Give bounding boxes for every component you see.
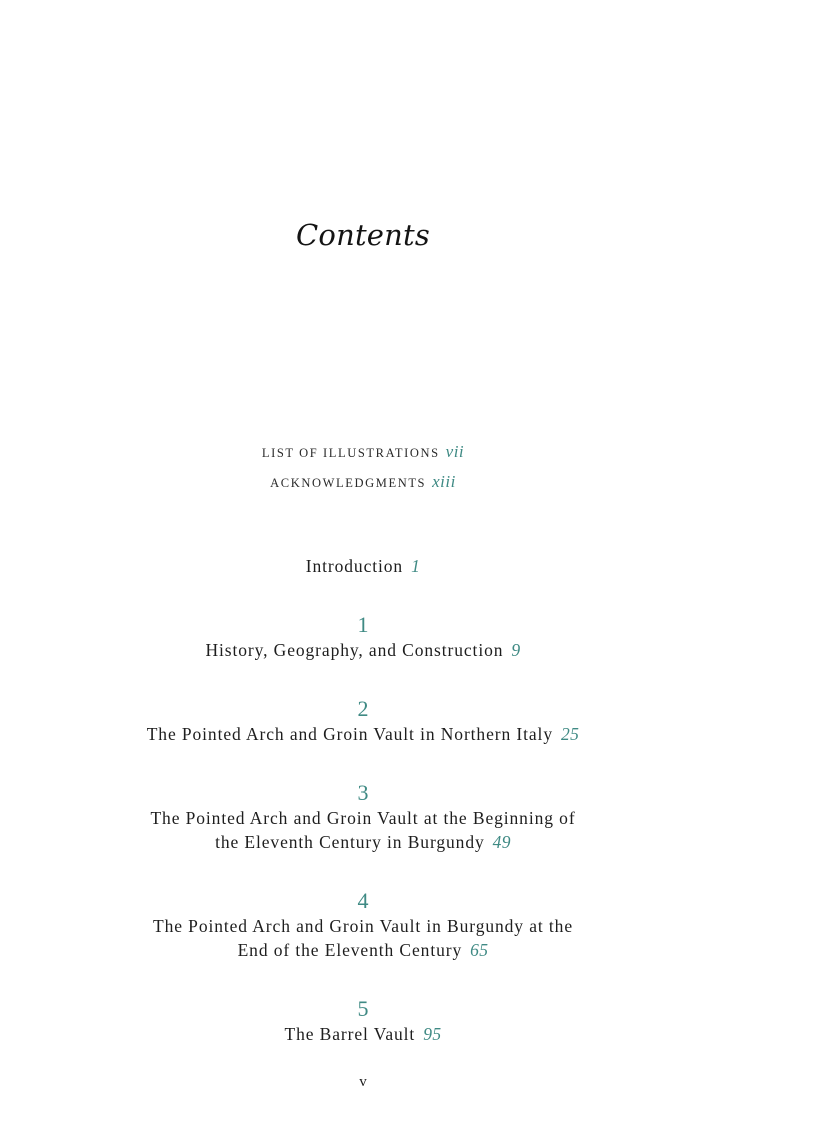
chapter-title-line: History, Geography, and Construction: [205, 640, 504, 660]
page-folio: v: [359, 1074, 367, 1090]
chapter-title: [90, 638, 636, 662]
chapter-title: [90, 806, 636, 854]
toc-chapter-2[interactable]: [90, 696, 636, 746]
chapter-title-line: The Pointed Arch and Groin Vault at the Beginning of: [150, 808, 576, 828]
toc-page-number: 25: [560, 724, 580, 744]
toc-chapter-3[interactable]: [90, 780, 636, 854]
chapter-number: 2: [357, 696, 369, 721]
chapter-title-line: The Pointed Arch and Groin Vault in Burgundy at the: [153, 916, 573, 936]
toc-page-number: 95: [423, 1024, 442, 1044]
chapter-title: [90, 1022, 636, 1046]
chapter-number: 3: [357, 780, 369, 805]
toc-page-number: 65: [470, 940, 489, 960]
toc-chapter-5[interactable]: [90, 996, 636, 1046]
chapter-title-line: The Pointed Arch and Groin Vault in Northern Italy: [146, 724, 553, 744]
toc-entry-introduction[interactable]: [90, 554, 636, 578]
chapter-title: [90, 722, 636, 746]
chapter-title: [90, 914, 636, 962]
toc-entry-label: LIST OF ILLUSTRATIONS: [261, 446, 440, 460]
toc-page-number: 1: [411, 556, 421, 576]
chapter-title-line: The Barrel Vault: [284, 1024, 416, 1044]
chapter-number: 4: [357, 888, 369, 913]
toc-page-number: 49: [492, 832, 511, 852]
chapter-number: 1: [357, 612, 369, 637]
chapter-title-line: End of the Eleventh Century: [237, 940, 463, 960]
toc-entry-title: Introduction: [305, 556, 404, 576]
toc-entry-list-of-illustrations[interactable]: [90, 442, 636, 462]
chapter-title-line: the Eleventh Century in Burgundy: [215, 832, 485, 852]
toc-entry-label: ACKNOWLEDGMENTS: [270, 476, 427, 490]
chapter-number: 5: [357, 996, 369, 1021]
toc-chapter-1[interactable]: [90, 612, 636, 662]
toc-chapter-4[interactable]: [90, 888, 636, 962]
toc-page-number: 9: [511, 640, 521, 660]
page-title: Contents: [296, 218, 430, 252]
toc-entry-acknowledgments[interactable]: [90, 472, 636, 492]
toc-page-number: vii: [445, 442, 465, 461]
toc-page-number: xiii: [432, 472, 456, 491]
